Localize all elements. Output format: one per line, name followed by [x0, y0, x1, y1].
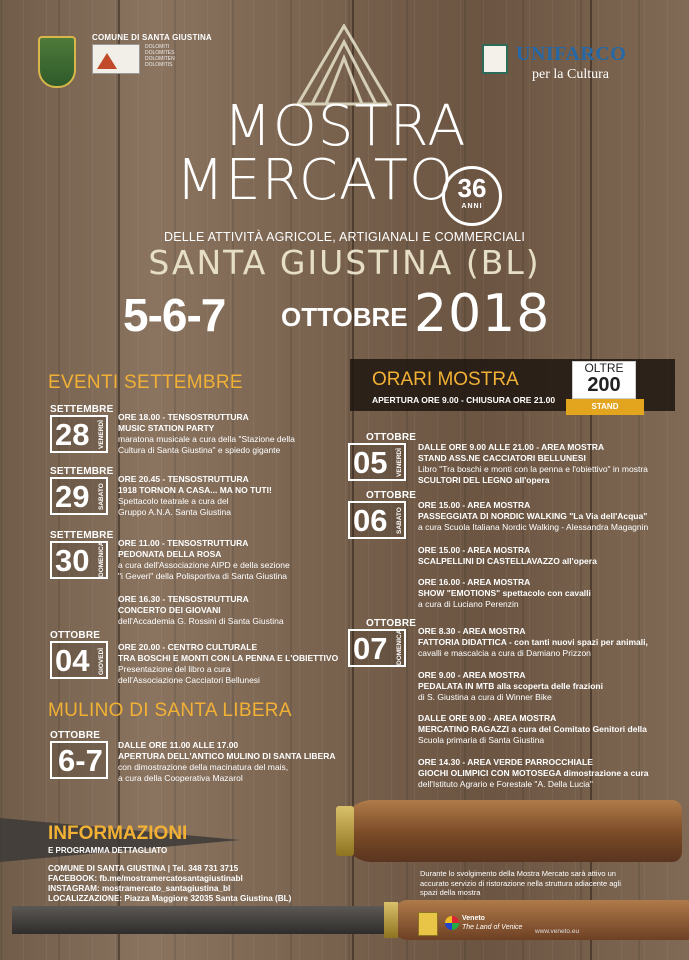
event-desc: maratona musicale a cura della "Stazione della: [118, 434, 295, 444]
event-desc: a cura dell'Associazione AIPD e della sezione: [118, 560, 290, 570]
event-desc: SCULTORI DEL LEGNO all'opera: [418, 475, 550, 485]
event-item: [118, 412, 348, 456]
date-weekday: SABATO: [98, 483, 105, 511]
event-desc: a cura della Cooperativa Mazarol: [118, 773, 243, 783]
event-dates: 5-6-7: [123, 289, 226, 341]
event-time: ORE 16.00 - AREA MOSTRA: [418, 577, 531, 587]
event-title: MERCATINO RAGAZZI a cura del Comitato Genitori della: [418, 724, 647, 734]
date-month: SETTEMBRE: [50, 466, 114, 477]
oltre-label: OLTRE: [584, 361, 624, 375]
chisel-ferrule-image: [384, 902, 398, 938]
event-item: [418, 500, 680, 533]
stand-ribbon: STAND: [566, 399, 644, 415]
date-frame: [348, 501, 406, 539]
date-weekday: GIOVEDÌ: [98, 647, 105, 675]
event-item: [118, 538, 348, 582]
veneto-tagline: The Land of Venice: [462, 924, 523, 931]
chisel-blade-image: [12, 906, 392, 934]
event-time: ORE 14.30 - AREA VERDE PARROCCHIALE: [418, 757, 593, 767]
event-desc: di S. Giustina a cura di Winner Bike: [418, 692, 552, 702]
event-title: CONCERTO DEI GIOVANI: [118, 605, 221, 615]
event-item: [118, 740, 358, 784]
event-time: DALLE ORE 11.00 ALLE 17.00: [118, 740, 239, 750]
stand-count-badge: [572, 361, 636, 399]
event-title: 1918 TORNON A CASA... MA NO TUTI!: [118, 485, 272, 495]
event-title: TRA BOSCHI E MONTI CON LA PENNA E L'OBIETTIVO: [118, 653, 339, 663]
event-time: ORE 15.00 - AREA MOSTRA: [418, 500, 531, 510]
date-day: 04: [55, 643, 90, 678]
event-time: ORE 15.00 - AREA MOSTRA: [418, 545, 531, 555]
event-item: [418, 577, 680, 610]
info-phone: COMUNE DI SANTA GIUSTINA | Tel. 348 731 3715: [48, 864, 239, 873]
dolomiti-unesco-logo: [92, 44, 140, 74]
date-month: OTTOBRE: [366, 618, 417, 629]
badge-number: 36: [457, 173, 487, 203]
event-item: [118, 642, 358, 686]
event-item: [418, 442, 680, 486]
location: SANTA GIUSTINA (BL): [148, 243, 541, 282]
chisel-ferrule-image: [336, 806, 354, 856]
orari-hours: APERTURA ORE 9.00 - CHIUSURA ORE 21.00: [372, 395, 556, 405]
event-desc: Spettacolo teatrale a cura del: [118, 496, 229, 506]
event-title: GIOCHI OLIMPICI CON MOTOSEGA dimostrazione a cura: [418, 768, 649, 778]
event-desc: con dimostrazione della macinatura del mais,: [118, 762, 289, 772]
event-title: SCALPELLINI DI CASTELLAVAZZO all'opera: [418, 556, 597, 566]
info-instagram: INSTAGRAM: mostramercato_santagiustina_bl: [48, 884, 231, 893]
event-desc: Cultura di Santa Giustina" e spiedo gigante: [118, 445, 281, 455]
date-day: 29: [55, 479, 90, 514]
event-desc: dell'Accademia G. Rossini di Santa Giustina: [118, 616, 284, 626]
date-box: [348, 490, 417, 539]
date-frame: [50, 477, 108, 515]
date-month: OTTOBRE: [50, 630, 101, 641]
date-day: 05: [353, 445, 388, 480]
date-day: 6-7: [58, 743, 103, 778]
date-box: [50, 730, 108, 779]
subtitle: DELLE ATTIVITÀ AGRICOLE, ARTIGIANALI E COMMERCIALI: [163, 230, 526, 244]
date-frame: [348, 443, 406, 481]
info-heading: INFORMAZIONI: [48, 823, 188, 844]
event-title: PEDALATA IN MTB alla scoperta delle frazioni: [418, 681, 603, 691]
date-box: [50, 530, 114, 579]
date-weekday: DOMENICA: [396, 629, 403, 665]
event-time: ORE 20.00 - CENTRO CULTURALE: [118, 642, 258, 652]
event-time: DALLE ORE 9.00 ALLE 21.00 - AREA MOSTRA: [418, 442, 605, 452]
date-box: [348, 432, 417, 481]
chisel-handle-image: [342, 800, 682, 862]
event-desc: Scuola primaria di Santa Giustina: [418, 735, 545, 745]
event-item: [418, 670, 680, 703]
event-title: PEDONATA DELLA ROSA: [118, 549, 222, 559]
event-time: ORE 18.00 - TENSOSTRUTTURA: [118, 412, 249, 422]
date-weekday: VENERDÌ: [98, 420, 105, 450]
event-time: ORE 20.45 - TENSOSTRUTTURA: [118, 474, 249, 484]
date-frame: [50, 741, 108, 779]
title-line-1: MOSTRA: [223, 94, 467, 159]
comune-name: COMUNE DI SANTA GIUSTINA: [92, 33, 212, 42]
date-box: [348, 618, 417, 667]
orari-heading: ORARI MOSTRA: [372, 369, 519, 390]
event-desc: "i Geveri" della Polisportiva di Santa Giustina: [118, 571, 288, 581]
event-title: APERTURA DELL'ANTICO MULINO DI SANTA LIBERA: [118, 751, 336, 761]
event-year: 2018: [414, 284, 551, 344]
event-item: [418, 545, 680, 567]
info-facebook: FACEBOOK: fb.me/mostramercatosantagiustinabl: [48, 874, 243, 883]
date-weekday: DOMENICA: [98, 541, 105, 577]
event-desc: cavalli e mascalcia a cura di Damiano Prizzon: [418, 648, 591, 658]
stand-count: 200: [587, 374, 621, 396]
unifarco-subtitle: per la Cultura: [532, 67, 609, 82]
event-desc: dell'Associazione Cacciatori Bellunesi: [118, 675, 260, 685]
event-item: [418, 626, 680, 659]
event-item: [418, 713, 680, 746]
event-title: FATTORIA DIDATTICA - con tanti nuovi spazi per animali,: [418, 637, 648, 647]
event-title: MUSIC STATION PARTY: [118, 423, 215, 433]
regione-veneto-crest-icon: [418, 912, 438, 936]
event-title: PASSEGGIATA DI NORDIC WALKING "La Via dell'Acqua": [418, 511, 648, 521]
date-day: 07: [353, 631, 388, 666]
dolomiti-text: DOLOMITI DOLOMITES DOLOMITEN DOLOMITIS: [145, 44, 175, 68]
event-item: [118, 594, 348, 627]
event-desc: Libro "Tra boschi e monti con la penna e l'obiettivo" in mostra: [418, 464, 648, 474]
date-month: SETTEMBRE: [50, 404, 114, 415]
comune-crest-icon: [38, 36, 76, 88]
event-desc: a cura di Luciano Perenzin: [418, 599, 519, 609]
event-month: OTTOBRE: [281, 302, 408, 332]
unifarco-logo-icon: [482, 44, 508, 74]
event-title: SHOW "EMOTIONS" spettacolo con cavalli: [418, 588, 591, 598]
eventi-settembre-heading: EVENTI SETTEMBRE: [48, 372, 243, 393]
event-time: ORE 8.30 - AREA MOSTRA: [418, 626, 526, 636]
event-desc: dell'Istituto Agrario e Forestale "A. Della Lucia": [418, 779, 593, 789]
veneto-logo-icon: [445, 916, 459, 930]
veneto-url: www.veneto.eu: [535, 928, 580, 935]
event-title: STAND ASS.NE CACCIATORI BELLUNESI: [418, 453, 586, 463]
date-frame: [50, 415, 108, 453]
food-service-note: Durante lo svolgimento della Mostra Mercato sarà attivo un accurato servizio di ristorazione nella struttura adiacente agli spazi della mostra: [420, 869, 621, 897]
date-month: OTTOBRE: [366, 432, 417, 443]
event-desc: Gruppo A.N.A. Santa Giustina: [118, 507, 231, 517]
event-desc: a cura Scuola Italiana Nordic Walking - Alessandra Magagnin: [418, 522, 649, 532]
event-item: [118, 474, 348, 518]
veneto-name: Veneto: [462, 915, 485, 922]
event-time: DALLE ORE 9.00 - AREA MOSTRA: [418, 713, 557, 723]
date-month: SETTEMBRE: [50, 530, 114, 541]
date-frame: [50, 641, 108, 679]
event-item: [418, 757, 680, 790]
date-frame: [348, 629, 406, 667]
date-month: OTTOBRE: [50, 730, 101, 741]
badge-text: ANNI: [461, 203, 483, 210]
date-day: 30: [55, 543, 90, 578]
mulino-heading: MULINO DI SANTA LIBERA: [48, 700, 292, 721]
info-subheading: E PROGRAMMA DETTAGLIATO: [48, 846, 168, 855]
event-desc: Presentazione del libro a cura: [118, 664, 231, 674]
unifarco-name: UNIFARCO: [516, 43, 627, 65]
info-location: LOCALIZZAZIONE: Piazza Maggiore 32035 Santa Giustina (BL): [48, 894, 292, 903]
event-time: ORE 9.00 - AREA MOSTRA: [418, 670, 526, 680]
date-day: 28: [55, 417, 90, 452]
date-box: [50, 404, 114, 453]
event-time: ORE 16.30 - TENSOSTRUTTURA: [118, 594, 249, 604]
date-weekday: VENERDÌ: [396, 448, 403, 478]
title-line-2: MERCATO: [175, 148, 455, 213]
date-month: OTTOBRE: [366, 490, 417, 501]
anniversary-badge: [442, 166, 502, 226]
date-box: [50, 466, 114, 515]
date-weekday: SABATO: [396, 507, 403, 535]
date-day: 06: [353, 503, 388, 538]
date-box: [50, 630, 108, 679]
date-frame: [50, 541, 108, 579]
event-time: ORE 11.00 - TENSOSTRUTTURA: [118, 538, 249, 548]
